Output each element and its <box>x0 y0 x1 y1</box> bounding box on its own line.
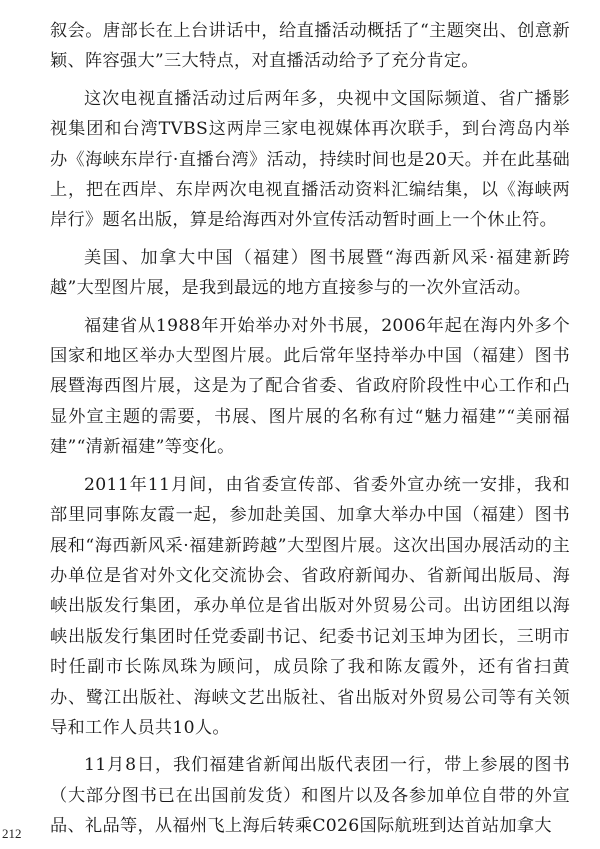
paragraph-fujian-exhibitions: 福建省从1988年开始举办对外书展，2006年起在海内外多个国家和地区举办大型图片展。此后常年坚持举办中国（福建）图书展暨海西图片展，这是为了配合省委、省政府阶段性中心工作和凸显外宣主题的需要，书展、图片展的名称有过“魅力福建”“美丽福建”“清新福建”等变化。 <box>50 315 570 458</box>
paragraph-tv-broadcast: 这次电视直播活动过后两年多，央视中文国际频道、省广播影视集团和台湾TVBS这两岸三家电视媒体再次联手，到台湾岛内举办《海峡东岸行·直播台湾》活动，持续时间也是20天。并在此基础上，把在西岸、东岸两次电视直播活动资料汇编结集，以《海峡两岸行》题名出版，算是给海西对外宣传活动暂时画上一个休止符。 <box>50 88 570 231</box>
page-number: 212 <box>2 826 22 841</box>
paragraph-book-exhibition-intro: 美国、加拿大中国（福建）图书展暨“海西新风采·福建新跨越”大型图片展，是我到最远的地方直接参与的一次外宣活动。 <box>50 247 570 299</box>
paragraph-departure: 11月8日，我们福建省新闻出版代表团一行，带上参展的图书（大部分图书已在出国前发货）和图片以及各参加单位自带的外宣品、礼品等，从福州飞上海后转乘C026国际航班到达首站加拿大 <box>50 755 570 837</box>
page-body <box>50 16 570 849</box>
paragraph-continued: 叙会。唐部长在上台讲话中，给直播活动概括了“主题突出、创意新颖、阵容强大”三大特点，对直播活动给予了充分肯定。 <box>50 21 570 72</box>
paragraph-delegation: 2011年11月间，由省委宣传部、省委外宣办统一安排，我和部里同事陈友霞一起，参加赴美国、加拿大举办中国（福建）图书展和“海西新风采·福建新跨越”大型图片展。这次出国办展活动的主办单位是省对外文化交流协会、省政府新闻办、省新闻出版局、海峡出版发行集团，承办单位是省出版对外贸易公司。出访团组以海峡出版发行集团时任党委副书记、纪委书记刘玉坤为团长，三明市时任副市长陈凤珠为顾问，成员除了我和陈友霞外，还有省扫黄办、鹭江出版社、海峡文艺出版社、省出版对外贸易公司等有关领导和工作人员共10人。 <box>50 474 570 738</box>
